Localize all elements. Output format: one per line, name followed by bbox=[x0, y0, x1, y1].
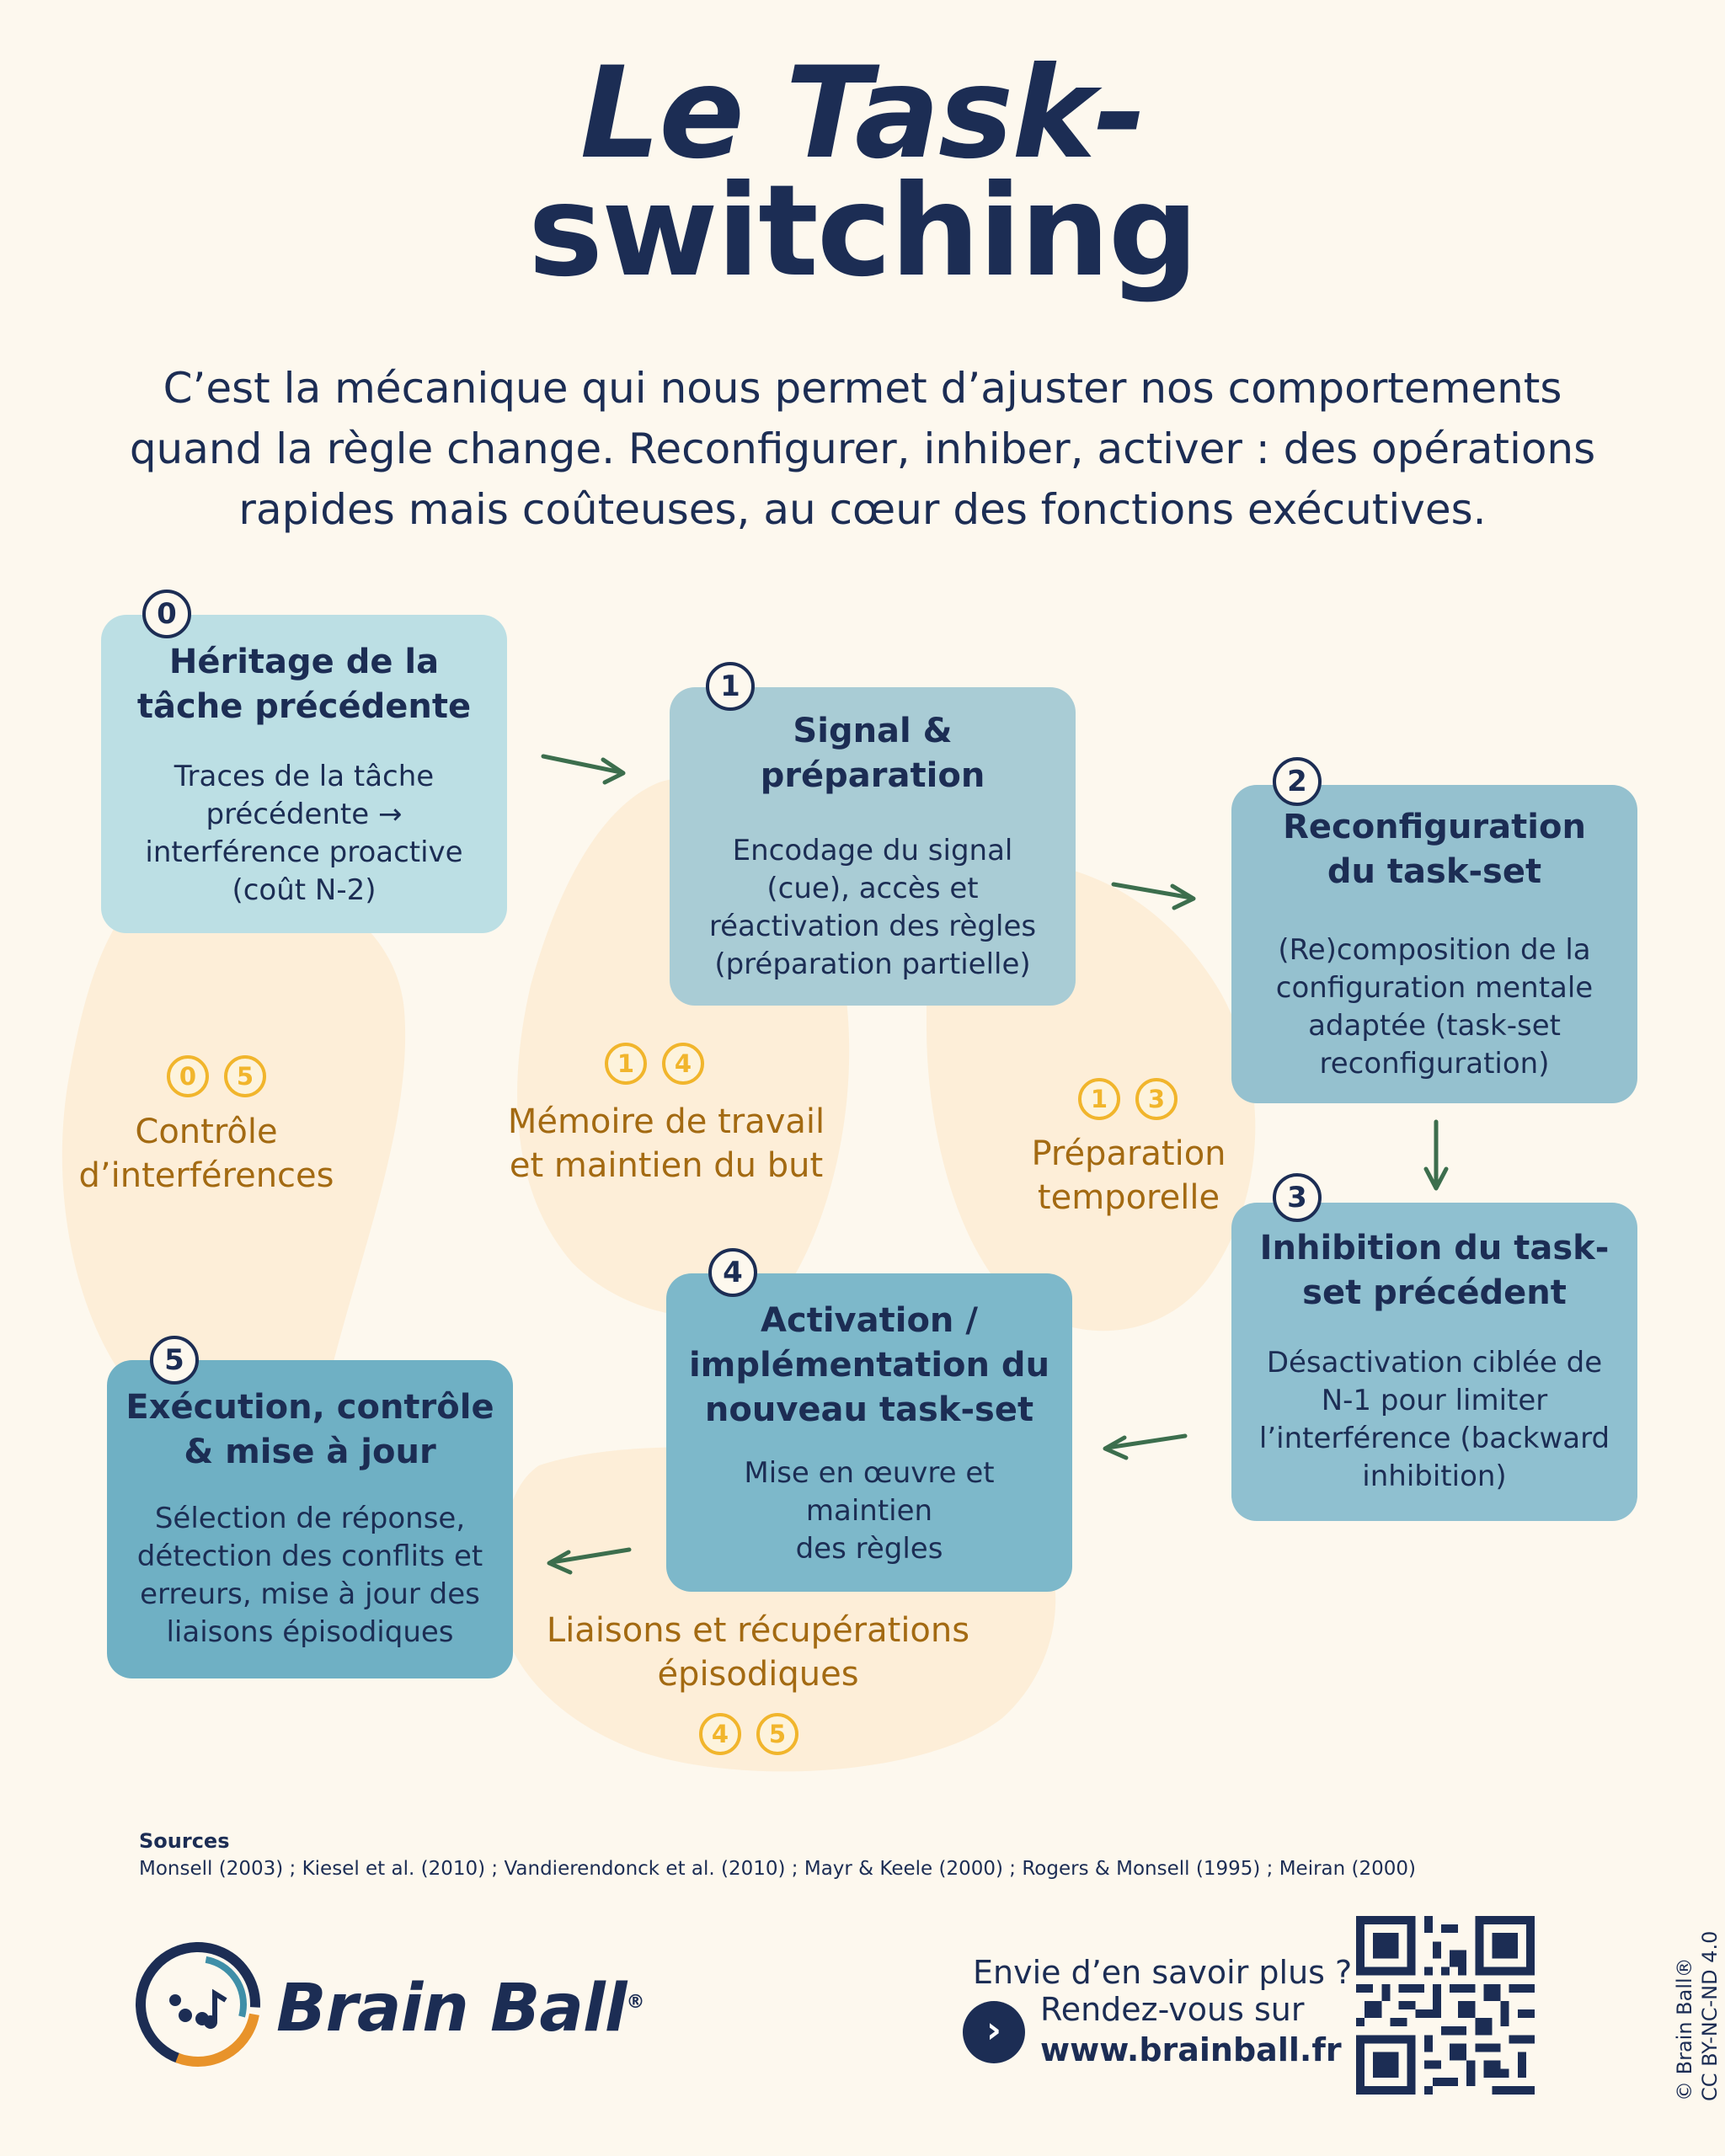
step-description: Traces de la tâche précédente → interférence proactive (coût N-2) bbox=[145, 760, 463, 907]
step-description: Sélection de réponse, détection des conflits et erreurs, mise à jour des liaisons épisodiques bbox=[136, 1502, 483, 1649]
step-description: Encodage du signal (cue), accès et réactivation des règles (préparation partielle) bbox=[708, 834, 1037, 981]
step-number-badge-4: 4 bbox=[708, 1248, 757, 1297]
intro-line-3: rapides mais coûteuses, au cœur des fonctions exécutives. bbox=[238, 485, 1487, 534]
title-line-2: switching bbox=[527, 158, 1198, 305]
overlap-badge: 5 bbox=[756, 1713, 798, 1755]
step-card-5 bbox=[107, 1360, 513, 1678]
copyright-notice: © Brain Ball® CC BY-NC-ND 4.0 bbox=[1673, 1930, 1722, 2101]
intro-text bbox=[67, 358, 1658, 540]
intro-line-2: quand la règle change. Reconfigurer, inhiber, activer : des opérations bbox=[129, 424, 1596, 473]
step-title: Reconfiguration du task-set bbox=[1283, 808, 1586, 891]
overlap-badge: 4 bbox=[662, 1043, 704, 1085]
overlap-label-0-5: Contrôle d’interférences bbox=[78, 1113, 334, 1195]
website-link[interactable]: www.brainball.fr bbox=[1040, 2031, 1342, 2068]
overlap-badges-1-4 bbox=[605, 1043, 704, 1085]
step-card-1 bbox=[670, 687, 1076, 1006]
overlap-badge: 3 bbox=[1135, 1078, 1178, 1120]
title-line-1: Le Task- bbox=[579, 40, 1146, 187]
step-description: (Re)composition de la configuration mentale adaptée (task-set reconfiguration) bbox=[1275, 933, 1594, 1081]
step-card-3 bbox=[1231, 1203, 1637, 1521]
sources-title: Sources bbox=[139, 1829, 230, 1853]
step-number-badge-5: 5 bbox=[150, 1336, 199, 1385]
step-number-badge-2: 2 bbox=[1273, 757, 1322, 806]
brand-name: Brain Ball® bbox=[276, 1971, 644, 2047]
step-description: Mise en œuvre et maintien des règles bbox=[744, 1456, 995, 1566]
overlap-label-1-4: Mémoire de travail et maintien du but bbox=[507, 1102, 825, 1185]
overlap-label-1-3: Préparation temporelle bbox=[1031, 1134, 1226, 1217]
step-card-4 bbox=[666, 1273, 1072, 1592]
step-title: Activation / implémentation du nouveau task-set bbox=[688, 1301, 1050, 1429]
overlap-badge: 1 bbox=[1078, 1078, 1120, 1120]
qr-code-icon[interactable] bbox=[1356, 1916, 1535, 2095]
step-number-badge-3: 3 bbox=[1273, 1173, 1322, 1222]
overlap-badge: 0 bbox=[167, 1055, 209, 1097]
overlap-badge: 4 bbox=[699, 1713, 741, 1755]
overlap-badges-4-5 bbox=[699, 1713, 798, 1755]
overlap-label-4-5: Liaisons et récupérations épisodiques bbox=[546, 1611, 970, 1694]
step-number-badge-0: 0 bbox=[142, 590, 191, 638]
cta-prompt: Rendez-vous sur bbox=[1040, 1991, 1305, 2028]
arrow-0-to-1 bbox=[543, 756, 623, 782]
cta-question: Envie d’en savoir plus ? bbox=[973, 1954, 1353, 1991]
arrow-3-to-4 bbox=[1105, 1436, 1185, 1458]
overlap-badge: 5 bbox=[224, 1055, 266, 1097]
step-title: Inhibition du task- set précédent bbox=[1259, 1229, 1610, 1312]
step-card-0 bbox=[101, 615, 507, 933]
intro-line-1: C’est la mécanique qui nous permet d’ajuster nos comportements bbox=[163, 364, 1562, 413]
brain-ball-logo-icon bbox=[135, 1941, 261, 2068]
arrow-2-to-3 bbox=[1426, 1122, 1446, 1188]
step-description: Désactivation ciblée de N-1 pour limiter l’interférence (backward inhibition) bbox=[1258, 1346, 1610, 1493]
step-number-badge-1: 1 bbox=[706, 662, 755, 711]
overlap-badge: 1 bbox=[605, 1043, 647, 1085]
chevron-right-icon[interactable]: › bbox=[963, 2001, 1025, 2063]
overlap-badges-0-5 bbox=[167, 1055, 266, 1097]
step-title: Héritage de la tâche précédente bbox=[136, 643, 472, 726]
step-title: Exécution, contrôle & mise à jour bbox=[126, 1388, 494, 1471]
step-card-2 bbox=[1231, 785, 1637, 1103]
step-title: Signal & préparation bbox=[760, 712, 985, 795]
sources-text: Monsell (2003) ; Kiesel et al. (2010) ; Vandierendonck et al. (2010) ; Mayr & Keele (2000) ; Rogers & Monsell (1995) ; Meiran (2000) bbox=[139, 1858, 1417, 1880]
overlap-badges-1-3 bbox=[1078, 1078, 1178, 1120]
